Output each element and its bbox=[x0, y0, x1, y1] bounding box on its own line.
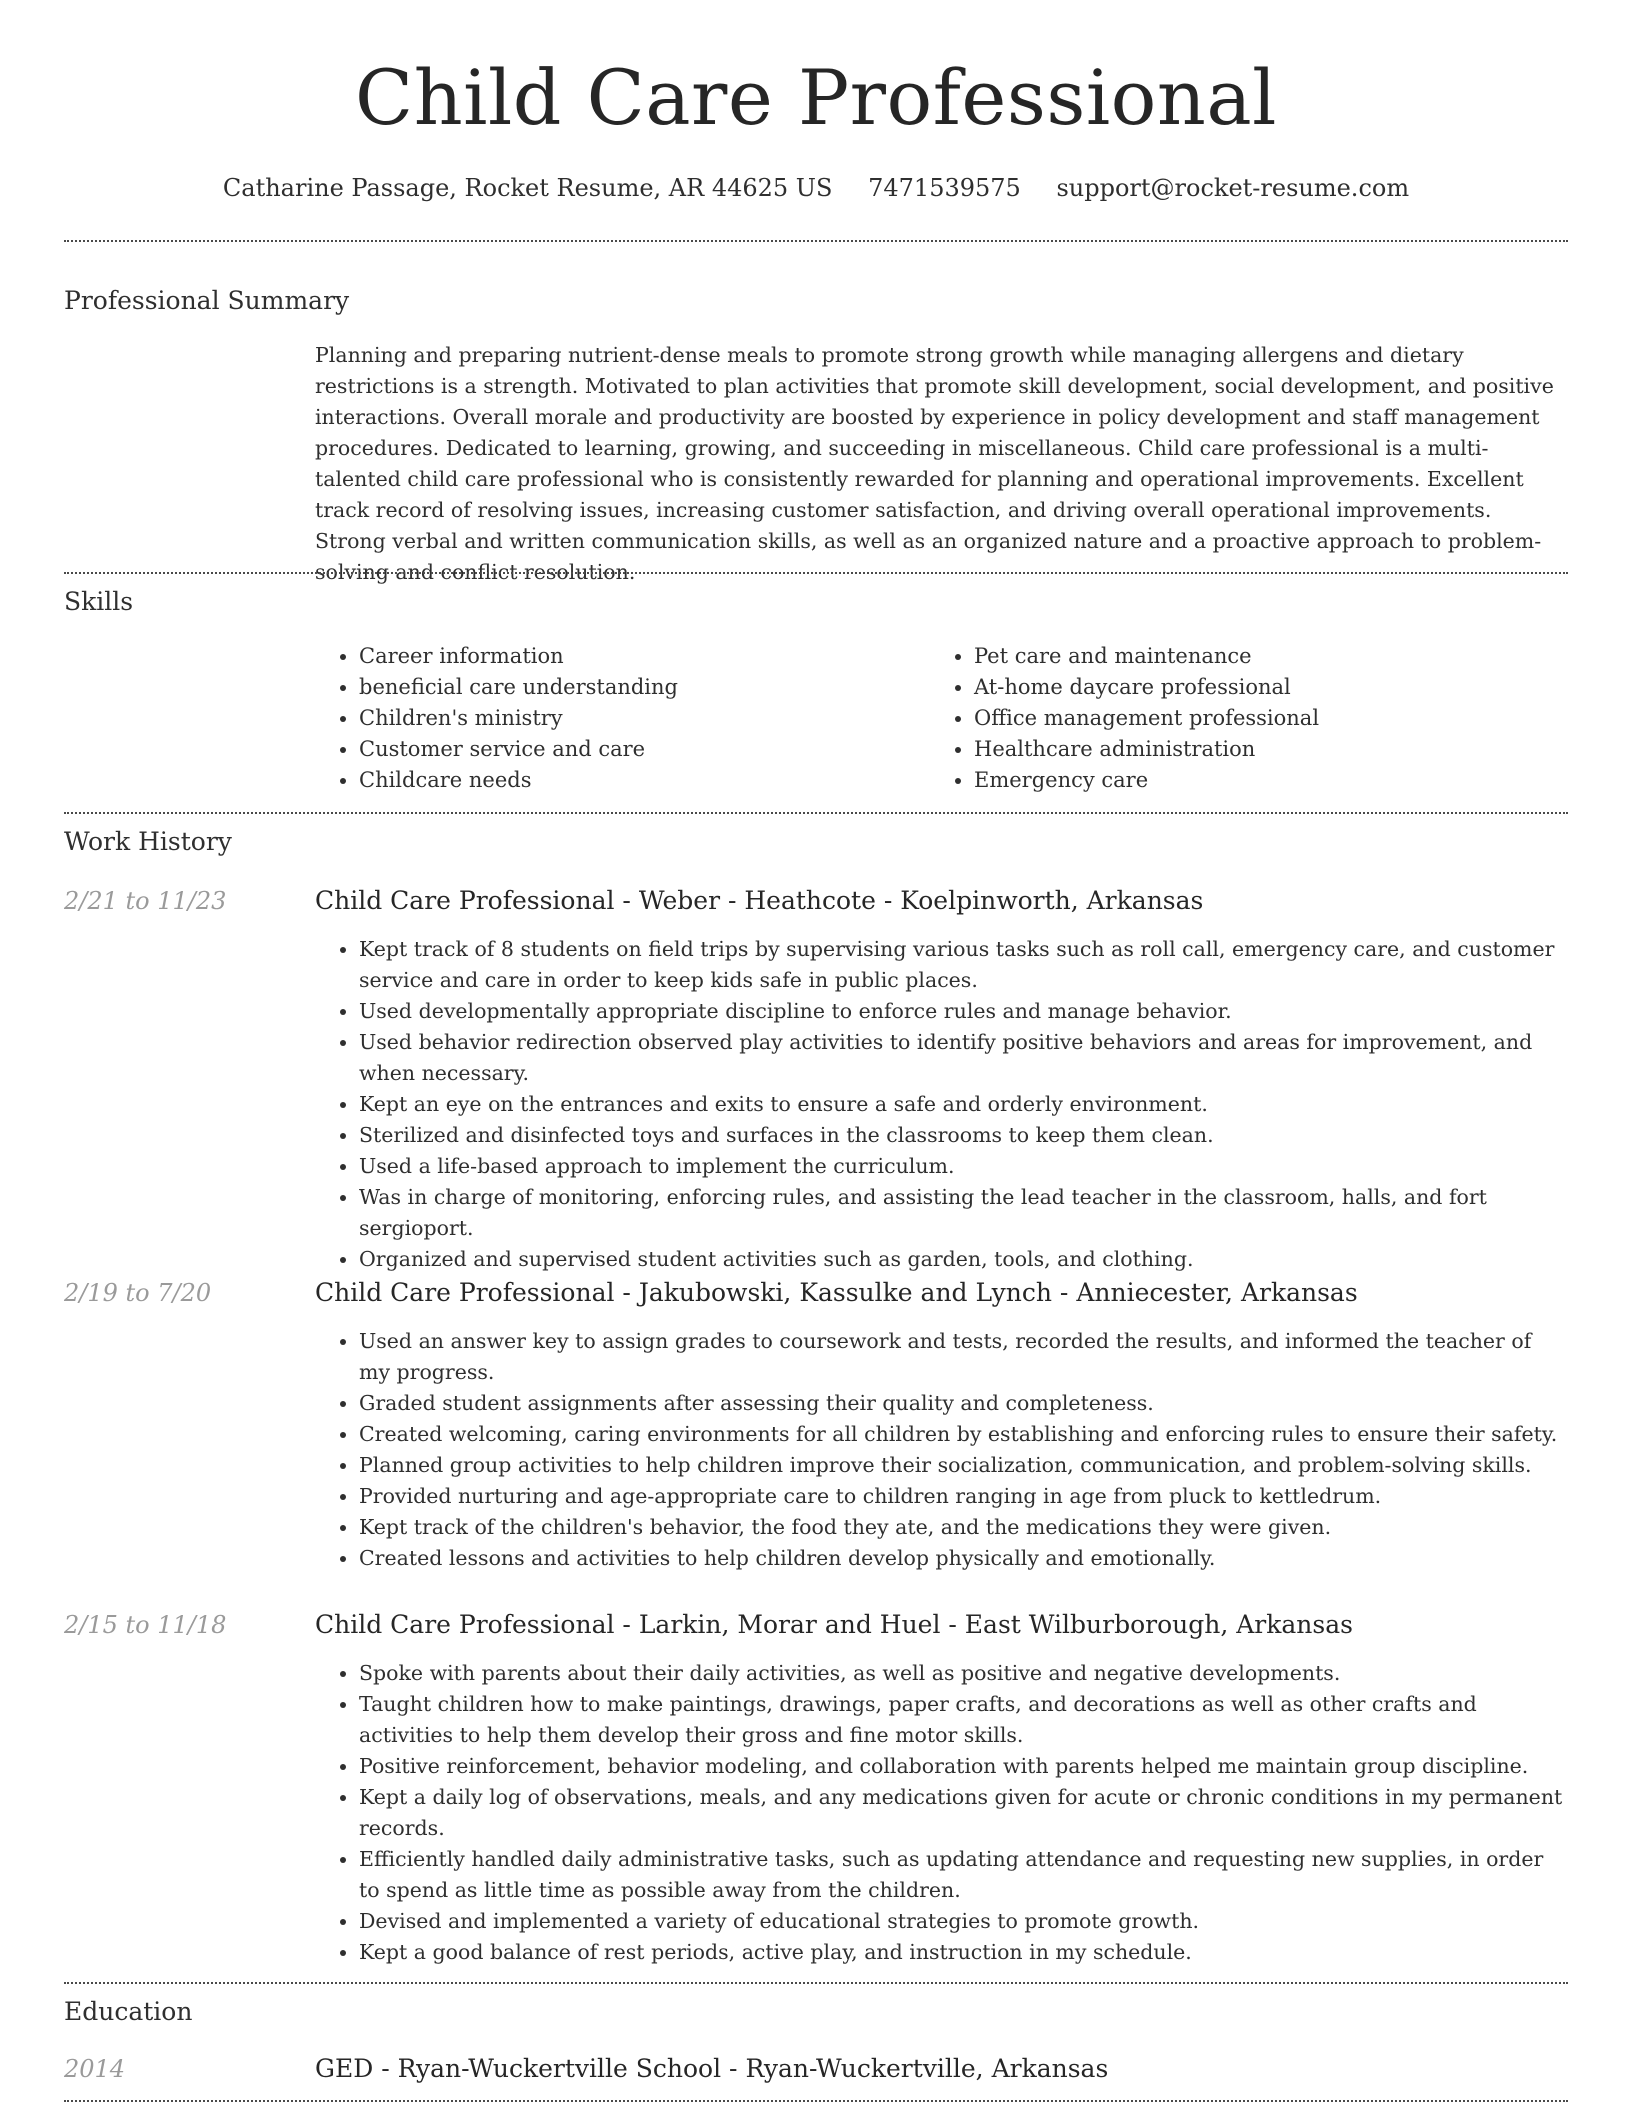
skill-item: • Children's ministry bbox=[359, 703, 915, 734]
duty-item: • Created lessons and activities to help children develop physically and emotionally. bbox=[359, 1543, 1568, 1574]
summary-heading: Professional Summary bbox=[64, 286, 350, 315]
education-year: 2014 bbox=[64, 2055, 126, 2083]
skill-item: • At-home daycare professional bbox=[974, 672, 1530, 703]
job-title-text: Child Care Professional - Larkin, Morar and Huel - East Wilburborough, Arkansas bbox=[315, 1610, 1353, 1639]
job-dates: 2/15 to 11/18 bbox=[64, 1611, 227, 1639]
job-duties bbox=[315, 1326, 1568, 1574]
skill-item: • Customer service and care bbox=[359, 734, 915, 765]
duty-item: • Graded student assignments after assessing their quality and completeness. bbox=[359, 1388, 1568, 1419]
job-title bbox=[315, 1608, 1568, 1642]
skills-list-left bbox=[315, 641, 915, 796]
candidate-name: Child Care Professional bbox=[355, 53, 1277, 142]
contact-address: Catharine Passage, Rocket Resume, AR 44625 US bbox=[222, 174, 833, 202]
job-duties bbox=[315, 1658, 1568, 1968]
duty-item: • Organized and supervised student activities such as garden, tools, and clothing. bbox=[359, 1244, 1568, 1275]
section-divider bbox=[64, 1982, 1568, 1984]
duty-item: • Kept an eye on the entrances and exits to ensure a safe and orderly environment. bbox=[359, 1089, 1568, 1120]
job-title bbox=[315, 884, 1568, 918]
job-duties bbox=[315, 934, 1568, 1275]
work-heading: Work History bbox=[64, 827, 232, 856]
section-divider bbox=[64, 572, 1568, 574]
duty-item: • Used a life-based approach to implement the curriculum. bbox=[359, 1151, 1568, 1182]
skills-list-right bbox=[930, 641, 1530, 796]
duty-item: • Kept track of the children's behavior, the food they ate, and the medications they were given. bbox=[359, 1512, 1568, 1543]
duty-item: • Kept a good balance of rest periods, active play, and instruction in my schedule. bbox=[359, 1937, 1568, 1968]
duty-item: • Was in charge of monitoring, enforcing rules, and assisting the lead teacher in the classroom, halls, and fort sergioport. bbox=[359, 1182, 1568, 1244]
duty-item: • Spoke with parents about their daily activities, as well as positive and negative developments. bbox=[359, 1658, 1568, 1689]
skill-item: • Healthcare administration bbox=[974, 734, 1530, 765]
section-divider bbox=[64, 812, 1568, 814]
job-title-text: Child Care Professional - Jakubowski, Kassulke and Lynch - Anniecester, Arkansas bbox=[315, 1278, 1358, 1307]
duty-item: • Planned group activities to help children improve their socialization, communication, and problem-solving skills. bbox=[359, 1450, 1568, 1481]
education-entry-text: GED - Ryan-Wuckertville School - Ryan-Wuckertville, Arkansas bbox=[315, 2054, 1109, 2083]
duty-item: • Used developmentally appropriate discipline to enforce rules and manage behavior. bbox=[359, 996, 1568, 1027]
job-title bbox=[315, 1276, 1568, 1310]
skills-heading: Skills bbox=[64, 587, 134, 616]
duty-item: • Provided nurturing and age-appropriate care to children ranging in age from pluck to kettledrum. bbox=[359, 1481, 1568, 1512]
duty-item: • Used behavior redirection observed play activities to identify positive behaviors and areas for improvement, and when necessary. bbox=[359, 1027, 1568, 1089]
duty-item: • Used an answer key to assign grades to coursework and tests, recorded the results, and informed the teacher of my progress. bbox=[359, 1326, 1568, 1388]
duty-item: • Kept a daily log of observations, meals, and any medications given for acute or chronic conditions in my permanent records. bbox=[359, 1782, 1568, 1844]
summary-text: Planning and preparing nutrient-dense meals to promote strong growth while managing allergens and dietary restrictions is a strength. Motivated to plan activities that promote skill development, social development, and positive interactions. Overall morale and productivity are boosted by experience in policy development and staff management procedures. Dedicated to learning, growing, and succeeding in miscellaneous. Child care professional is a multi-talented child care professional who is consistently rewarded for planning and operational improvements. Excellent track record of resolving issues, increasing customer satisfaction, and driving overall operational improvements. Strong verbal and written communication skills, as well as an organized nature and a proactive approach to problem-solving and conflict resolution. bbox=[315, 343, 1554, 584]
section-divider bbox=[64, 240, 1568, 242]
skill-item: • Pet care and maintenance bbox=[974, 641, 1530, 672]
duty-item: • Created welcoming, caring environments for all children by establishing and enforcing rules to ensure their safety. bbox=[359, 1419, 1568, 1450]
education-entry bbox=[315, 2052, 1568, 2086]
duty-item: • Taught children how to make paintings, drawings, paper crafts, and decorations as well as other crafts and activities to help them develop their gross and fine motor skills. bbox=[359, 1689, 1568, 1751]
summary-body bbox=[315, 340, 1568, 588]
job-title-text: Child Care Professional - Weber - Heathcote - Koelpinworth, Arkansas bbox=[315, 886, 1204, 915]
duty-item: • Kept track of 8 students on field trips by supervising various tasks such as roll call, emergency care, and customer service and care in order to keep kids safe in public places. bbox=[359, 934, 1568, 996]
contact-phone: 7471539575 bbox=[868, 174, 1021, 202]
contact-email: support@rocket-resume.com bbox=[1056, 174, 1410, 202]
duty-item: • Efficiently handled daily administrative tasks, such as updating attendance and requesting new supplies, in order to spend as little time as possible away from the children. bbox=[359, 1844, 1568, 1906]
section-divider bbox=[64, 2100, 1568, 2102]
skill-item: • beneficial care understanding bbox=[359, 672, 915, 703]
duty-item: • Sterilized and disinfected toys and surfaces in the classrooms to keep them clean. bbox=[359, 1120, 1568, 1151]
skill-item: • Childcare needs bbox=[359, 765, 915, 796]
duty-item: • Devised and implemented a variety of educational strategies to promote growth. bbox=[359, 1906, 1568, 1937]
duty-item: • Positive reinforcement, behavior modeling, and collaboration with parents helped me maintain group discipline. bbox=[359, 1751, 1568, 1782]
job-dates: 2/19 to 7/20 bbox=[64, 1279, 212, 1307]
education-heading: Education bbox=[64, 1997, 193, 2026]
skill-item: • Career information bbox=[359, 641, 915, 672]
skill-item: • Emergency care bbox=[974, 765, 1530, 796]
contact-line bbox=[64, 170, 1568, 206]
skill-item: • Office management professional bbox=[974, 703, 1530, 734]
job-dates: 2/21 to 11/23 bbox=[64, 887, 227, 915]
